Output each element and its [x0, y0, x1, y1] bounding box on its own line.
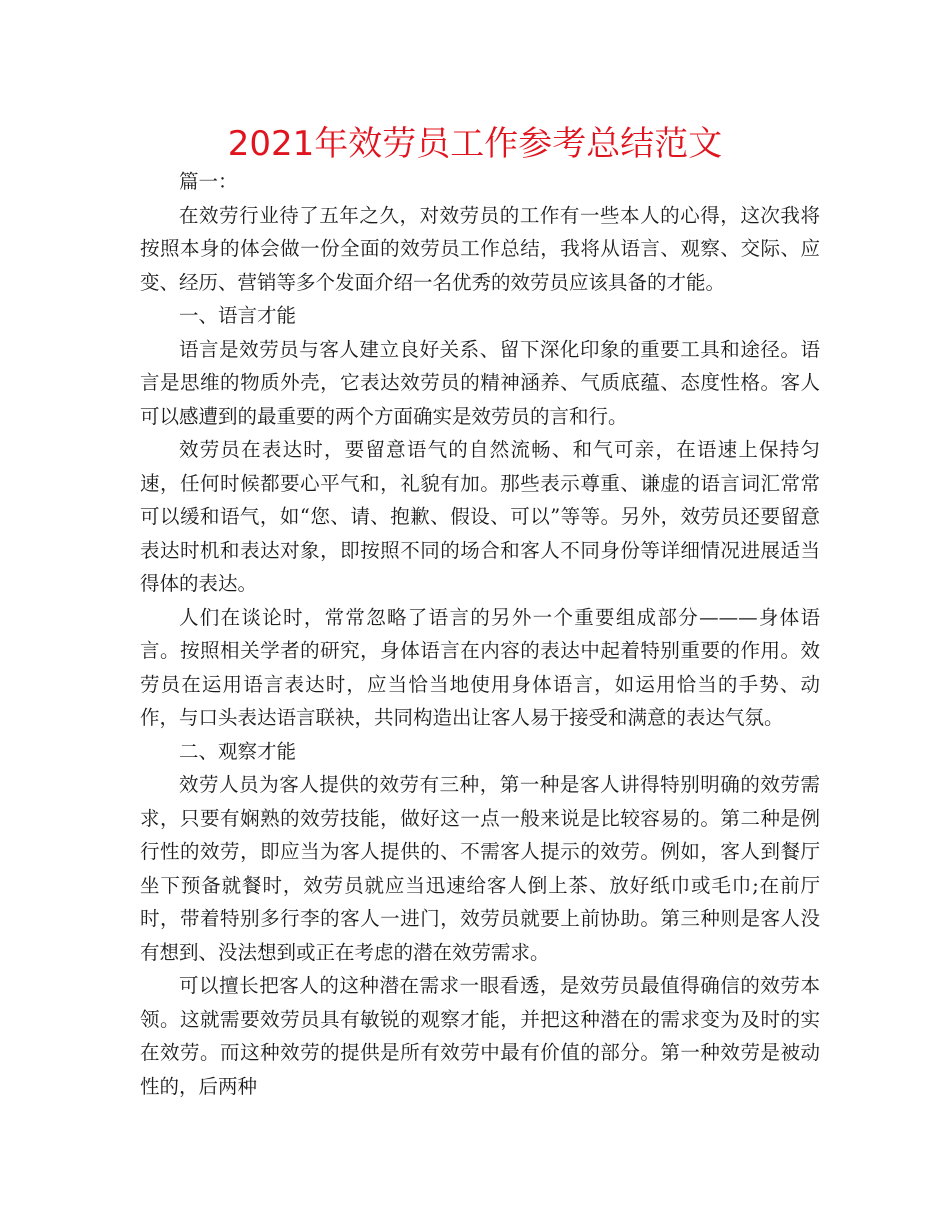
- paragraph: 可以擅长把客人的这种潜在需求一眼看透，是效劳员最值得确信的效劳本领。这就需要效劳员具有敏锐的观察才能，并把这种潜在的需求变为及时的实在效劳。而这种效劳的提供是所有效劳中最有价值的部分。第一种效劳是被动性的，后两种: [140, 974, 820, 1098]
- paragraph: 语言是效劳员与客人建立良好关系、留下深化印象的重要工具和途径。语言是思维的物质外壳，它表达效劳员的精神涵养、气质底蕴、态度性格。客人可以感遭到的最重要的两个方面确实是效劳员的言和行。: [140, 337, 820, 428]
- section-heading: 一、语言才能: [179, 304, 297, 327]
- paragraph: 效劳人员为客人提供的效劳有三种，第一种是客人讲得特别明确的效劳需求，只要有娴熟的效劳技能，做好这一点一般来说是比较容易的。第二种是例行性的效劳，即应当为客人提供的、不需客人提示的效劳。例如，客人到餐厅坐下预备就餐时，效劳员就应当迅速给客人倒上茶、放好纸巾或毛巾;在前厅时，带着特别多行李的客人一进门，效劳员就要上前协助。第三种则是客人没有想到、没法想到或正在考虑的潜在效劳需求。: [140, 773, 820, 964]
- document-body: [140, 165, 820, 1103]
- section-heading: 二、观察才能: [179, 739, 297, 763]
- paragraph: 在效劳行业待了五年之久，对效劳员的工作有一些本人的心得，这次我将按照本身的体会做一份全面的效劳员工作总结，我将从语言、观察、交际、应变、经历、营销等多个发面介绍一名优秀的效劳员应该具备的才能。: [140, 203, 820, 294]
- section-heading: 篇一：: [179, 170, 238, 193]
- paragraph: 效劳员在表达时，要留意语气的自然流畅、和气可亲，在语速上保持匀速，任何时候都要心平气和，礼貌有加。那些表示尊重、谦虚的语言词汇常常可以缓和语气，如“您、请、抱歉、假设、可以”等等。另外，效劳员还要留意表达时机和表达对象，即按照不同的场合和客人不同身份等详细情况进展适当得体的表达。: [140, 438, 820, 595]
- document-title: 2021年效劳员工作参考总结范文: [227, 124, 723, 164]
- paragraph: 人们在谈论时，常常忽略了语言的另外一个重要组成部分———身体语言。按照相关学者的研究，身体语言在内容的表达中起着特别重要的作用。效劳员在运用语言表达时，应当恰当地使用身体语言，如运用恰当的手势、动作，与口头表达语言联袂，共同构造出让客人易于接受和满意的表达气氛。: [140, 605, 820, 729]
